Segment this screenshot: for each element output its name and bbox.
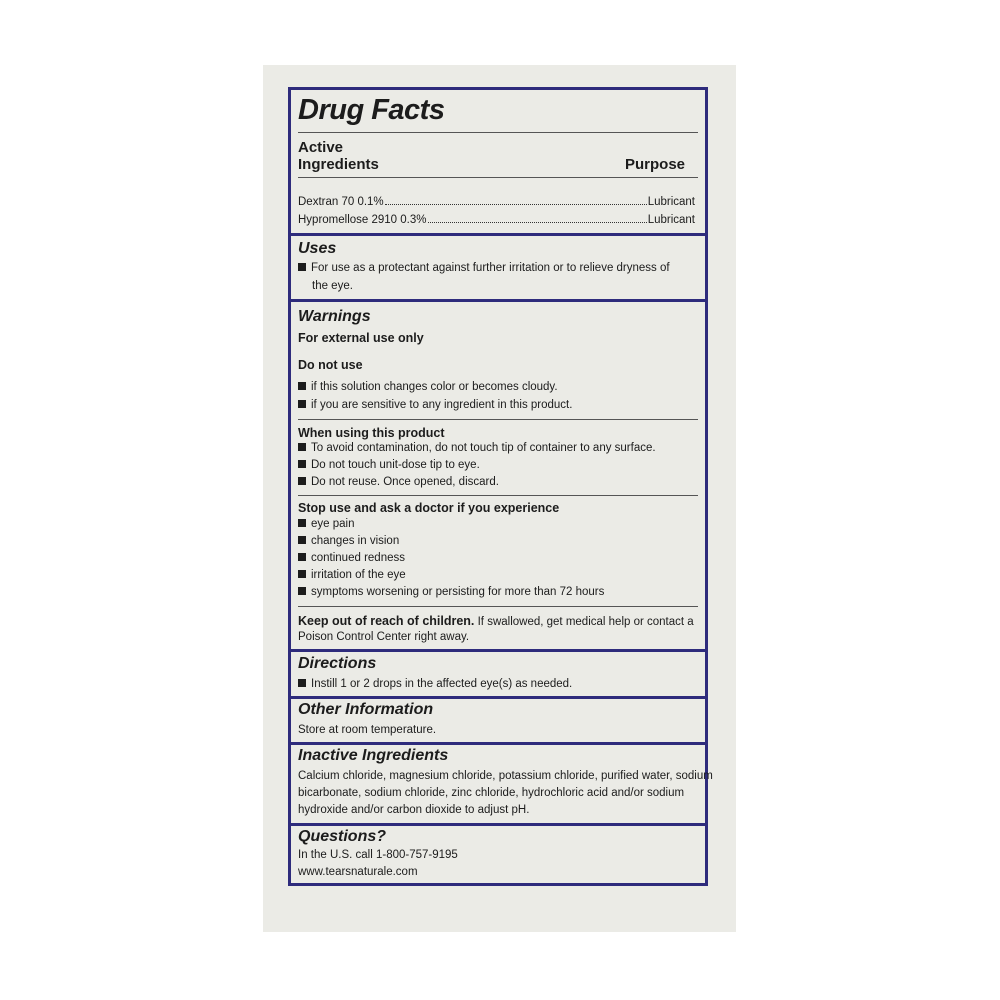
bullet-icon [298,587,306,595]
active-divider [298,177,698,178]
uses-text: For use as a protectant against further irritation or to relieve dryness of [311,262,670,274]
list-item [298,399,572,411]
list-item [298,535,399,547]
title-divider [298,132,698,133]
list-item-text: Instill 1 or 2 drops in the affected eye(s) as needed. [311,678,573,690]
dot-leader [428,214,647,223]
list-item-text: Do not touch unit-dose tip to eye. [311,459,480,471]
ingredient-purpose: Lubricant [647,214,695,226]
inactive-line3: hydroxide and/or carbon dioxide to adjust pH. [298,804,530,816]
bullet-icon [298,460,306,468]
ingredient-row [298,214,695,226]
list-item [298,678,572,690]
warnings-heading: Warnings [298,308,371,325]
website-link[interactable]: www.tearsnaturale.com [298,866,418,878]
list-item-text: irritation of the eye [311,569,406,581]
ingredient-purpose: Lubricant [647,196,695,208]
drug-facts-panel [288,87,713,886]
drug-facts-title: Drug Facts [298,94,445,126]
active-heading-line1: Active [298,139,344,156]
inactive-line2: bicarbonate, sodium chloride, zinc chloride, hydrochloric acid and/or sodium [298,787,685,799]
questions-heading: Questions? [298,828,387,845]
bullet-icon [298,443,306,451]
section-bar [291,299,705,302]
section-bar [291,649,705,652]
list-item-text: if this solution changes color or becomes cloudy. [311,381,558,393]
bullet-icon [298,570,306,578]
list-item [298,569,406,581]
bullet-icon [298,477,306,485]
list-item [298,586,604,598]
external-use-text: For external use only [298,331,424,345]
other-info-text: Store at room temperature. [298,724,437,736]
bullet-icon [298,536,306,544]
list-item [298,381,558,393]
section-bar [291,823,705,826]
keep-out-bold: Keep out of reach of children. [298,614,475,628]
keep-out-text: If swallowed, get medical help or contact a [474,616,694,628]
list-item [298,476,499,488]
bullet-icon [298,553,306,561]
section-bar [291,742,705,745]
list-item-text: eye pain [311,518,355,530]
phone-text: In the U.S. call 1-800-757-9195 [298,849,458,861]
warnings-divider [298,606,698,607]
uses-heading: Uses [298,240,337,257]
active-heading-line2: Ingredients [298,156,379,173]
keep-out-line1 [298,614,694,628]
do-not-use-heading: Do not use [298,358,363,372]
directions-heading: Directions [298,655,377,672]
list-item-text: Do not reuse. Once opened, discard. [311,476,499,488]
other-info-heading: Other Information [298,701,434,718]
section-bar [291,233,705,236]
when-using-heading: When using this product [298,426,445,440]
list-item-text: changes in vision [311,535,400,547]
stop-use-heading: Stop use and ask a doctor if you experience [298,501,560,515]
list-item [298,552,405,564]
ingredient-row [298,196,695,208]
bullet-icon [298,679,306,687]
warnings-divider [298,419,698,420]
uses-line1 [298,262,670,274]
section-bar [291,696,705,699]
dot-leader [385,196,647,205]
uses-line2: the eye. [312,280,353,292]
list-item [298,459,480,471]
bullet-icon [298,519,306,527]
bullet-icon [298,263,306,271]
warnings-divider [298,495,698,496]
list-item [298,442,656,454]
bullet-icon [298,400,306,408]
list-item-text: symptoms worsening or persisting for more than 72 hours [311,586,605,598]
list-item [298,518,354,530]
list-item-text: To avoid contamination, do not touch tip of container to any surface. [311,442,656,454]
inactive-heading: Inactive Ingredients [298,747,449,764]
ingredient-name: Hypromellose 2910 0.3% [298,214,427,226]
keep-out-line2: Poison Control Center right away. [298,631,470,643]
list-item-text: if you are sensitive to any ingredient in this product. [311,399,573,411]
bullet-icon [298,382,306,390]
inactive-line1: Calcium chloride, magnesium chloride, potassium chloride, purified water, sodium [298,770,713,782]
ingredient-name: Dextran 70 0.1% [298,196,384,208]
list-item-text: continued redness [311,552,405,564]
purpose-heading: Purpose [624,156,685,173]
